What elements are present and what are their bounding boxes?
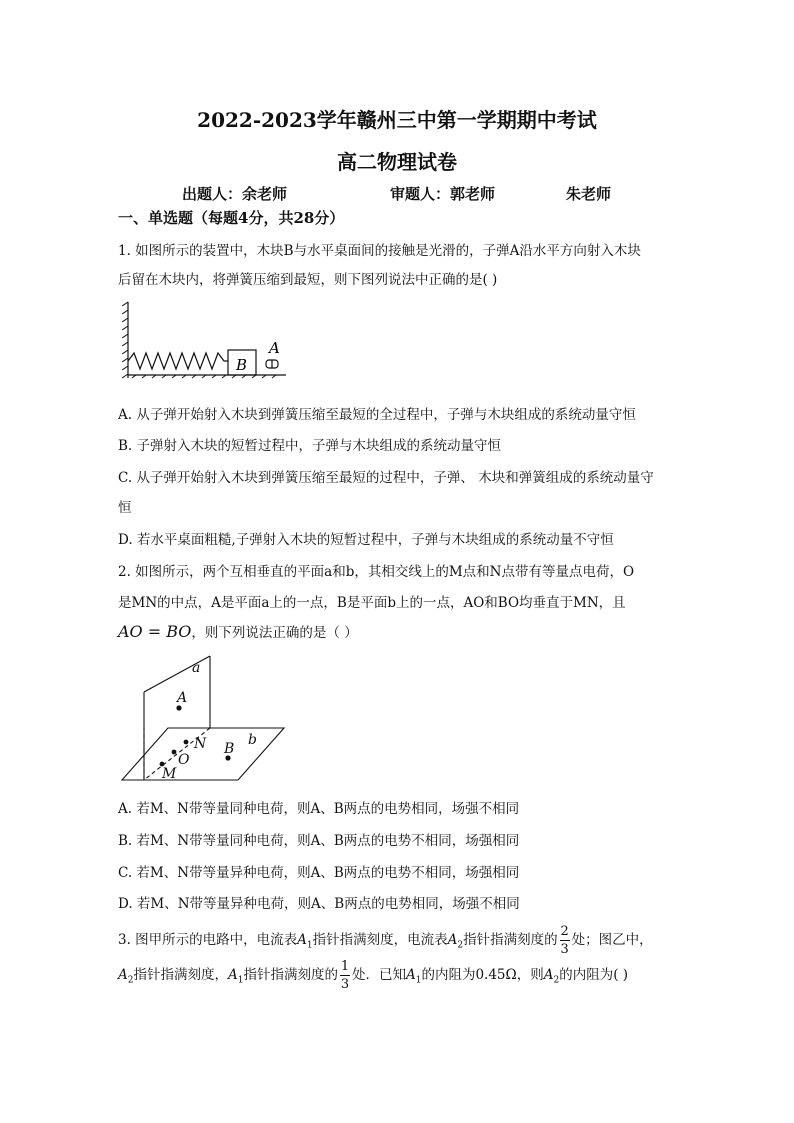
bullet-label: A (269, 339, 280, 357)
ammeter-a1-3: A (405, 967, 416, 983)
spring-block-figure (118, 298, 298, 384)
q1-option-d[interactable]: D. 若水平桌面粗糙,子弹射入木块的短暂过程中，子弹与木块组成的系统动量不守恒 (118, 532, 614, 548)
q2-line2: 是MN的中点，A是平面a上的一点，B是平面b上的一点，AO和BO均垂直于MN，且 (118, 595, 626, 611)
label-a: A (177, 690, 188, 706)
q1-line2: 后留在木块内，将弹簧压缩到最短，则下图列说法中正确的是( ) (118, 272, 498, 288)
q3-text-9: 的内阻为( ) (559, 967, 629, 983)
ammeter-a2-sub-3: 2 (553, 975, 560, 986)
q3-text-4: 处；图乙中， (571, 932, 653, 948)
planes-figure (118, 652, 288, 784)
ammeter-a2-sub-2: 2 (127, 975, 134, 986)
q3-text-3: 指针指满刻度的 (463, 932, 558, 948)
q1-option-c-cont: 恒 (118, 500, 132, 516)
q2-option-c[interactable]: C. 若M、N带等量异种电荷，则A、B两点的电势不相同，场强相同 (118, 865, 520, 881)
plane-a-label: a (192, 660, 201, 676)
q2-line1: 2. 如图所示，两个互相垂直的平面a和b，其相交线上的M点和N点带有等量点电荷，O (118, 564, 635, 580)
section-heading: 一、单选题（每题4分，共28分） (118, 209, 345, 227)
label-m: M (162, 766, 177, 782)
ammeter-a1: A (297, 932, 307, 948)
exam-subtitle: 高二物理试卷 (337, 150, 457, 174)
q3-line1 (118, 925, 653, 956)
q1-option-c[interactable]: C. 从子弹开始射入木块到弹簧压缩至最短的过程中，子弹、 木块和弹簧组成的系统动量守 (118, 470, 654, 486)
block-label: B (236, 356, 248, 374)
q3-text-1: 3. 图甲所示的电路中，电流表 (118, 932, 298, 948)
setter-label: 出题人：余老师 (182, 185, 288, 203)
ammeter-a2: A (447, 932, 458, 948)
q1-option-b[interactable]: B. 子弹射入木块的短暂过程中，子弹与木块组成的系统动量守恒 (118, 438, 502, 454)
label-b: B (224, 741, 235, 757)
ammeter-a1-2: A (227, 967, 238, 983)
q3-line2 (118, 960, 628, 991)
plane-b-label: b (248, 732, 257, 748)
ammeter-a2-3: A (543, 967, 554, 983)
ammeter-a1-sub-2: 1 (237, 975, 244, 986)
ammeter-a1-sub-3: 1 (415, 975, 422, 986)
q2-line3 (118, 621, 358, 641)
q1-line1: 1. 如图所示的装置中，木块B与水平桌面间的接触是光滑的，子弹A沿水平方向射入木块 (118, 243, 641, 259)
point-o (172, 750, 177, 755)
exam-title: 2022-2023学年赣州三中第一学期期中考试 (197, 108, 597, 132)
fraction-two-thirds (560, 925, 570, 956)
q3-text-5: 指针指满刻度， (133, 967, 228, 983)
q2-option-b[interactable]: B. 若M、N带等量同种电荷，则A、B两点的电势不相同，场强相同 (118, 833, 520, 849)
q1-option-a[interactable]: A. 从子弹开始射入木块到弹簧压缩至最短的全过程中，子弹与木块组成的系统动量守恒 (118, 407, 636, 423)
label-o: O (178, 752, 190, 768)
q2-equation: AO = BO (118, 622, 192, 641)
frac2-den: 3 (340, 977, 350, 992)
q3-text-6: 指针指满刻度的 (243, 967, 338, 983)
frac1-den: 3 (560, 942, 569, 957)
q2-option-d[interactable]: D. 若M、N带等量异种电荷，则A、B两点的电势相同，场强不相同 (118, 896, 520, 912)
q3-text-7: 处．已知 (351, 967, 406, 983)
frac2-num: 1 (340, 959, 350, 974)
frac1-num: 2 (560, 924, 569, 939)
spring (128, 353, 228, 369)
fraction-one-third (340, 960, 350, 991)
point-a (176, 705, 181, 710)
q3-text-2: 指针指满刻度，电流表 (312, 932, 448, 948)
q2-line3-text: ，则下列说法正确的是（ ） (191, 625, 358, 641)
label-n: N (194, 736, 207, 752)
point-n (184, 740, 189, 745)
reviewer-label: 审题人：郭老师 (390, 185, 496, 203)
ammeter-a2-sub: 2 (457, 940, 464, 951)
q3-text-8: 的内阻为0.45Ω，则 (421, 967, 544, 983)
ammeter-a2-2: A (118, 967, 128, 983)
ammeter-a1-sub: 1 (306, 940, 313, 951)
q2-option-a[interactable]: A. 若M、N带等量同种电荷，则A、B两点的电势相同，场强不相同 (118, 801, 520, 817)
reviewer2-label: 朱老师 (566, 185, 612, 203)
